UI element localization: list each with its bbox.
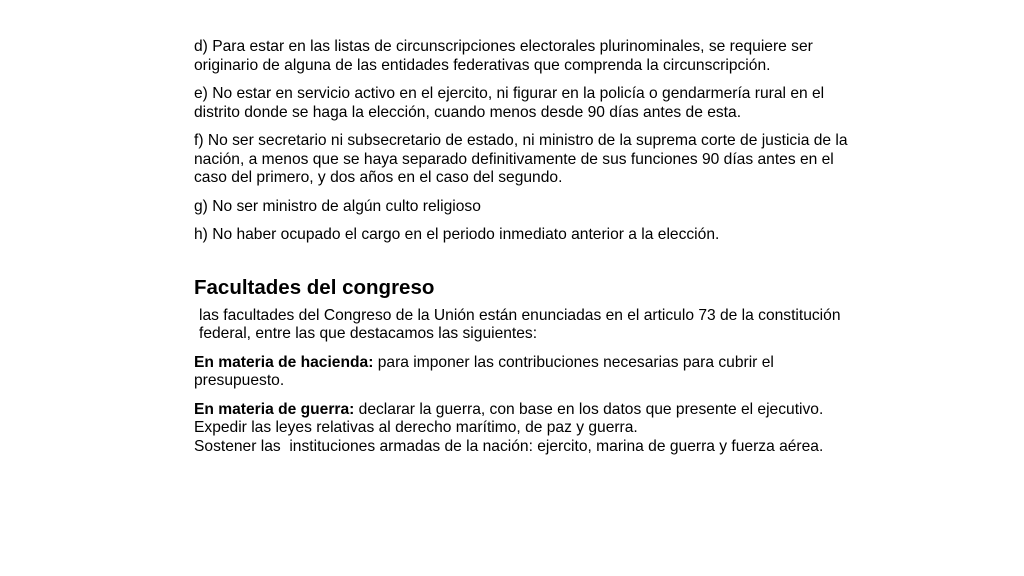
requirement-e: e) No estar en servicio activo en el ejercito, ni figurar en la policía o gendarmería rural en el distrito donde se haga la elección, cuando menos desde 90 días antes de esta. <box>194 85 825 121</box>
requirement-g: g) No ser ministro de algún culto religioso <box>194 197 481 215</box>
section-intro: las facultades del Congreso de la Unión están enunciadas en el articulo 73 de la constitución federal, entre las que destacamos las siguientes: <box>199 306 841 342</box>
section-heading: Facultades del congreso <box>194 275 435 299</box>
hacienda-paragraph <box>194 354 854 391</box>
requirement-h: h) No haber ocupado el cargo en el periodo inmediato anterior a la elección. <box>194 226 720 243</box>
slide-content <box>194 38 854 456</box>
hacienda-label: En materia de hacienda: <box>194 353 374 371</box>
hacienda-text: para imponer las contribuciones necesarias para cubrir el presupuesto. <box>194 353 774 389</box>
guerra-line-2: Expedir las leyes relativas al derecho marítimo, de paz y guerra. <box>194 419 638 436</box>
guerra-paragraph <box>194 401 854 420</box>
guerra-line-3: Sostener las instituciones armadas de la nación: ejercito, marina de guerra y fuerza aérea. <box>194 437 824 455</box>
requirement-d: d) Para estar en las listas de circunscripciones electorales plurinominales, se requiere ser originario de alguna de las entidades federativas que comprenda la circunscripción. <box>194 38 813 74</box>
guerra-text: declarar la guerra, con base en los datos que presente el ejecutivo. <box>354 400 824 418</box>
requirement-f: f) No ser secretario ni subsecretario de estado, ni ministro de la suprema corte de justicia de la nación, a menos que se haya separado definitivamente de sus funciones 90 días antes en el caso del primero, y dos años en el caso del segundo. <box>194 132 848 186</box>
guerra-label: En materia de guerra: <box>194 400 355 418</box>
